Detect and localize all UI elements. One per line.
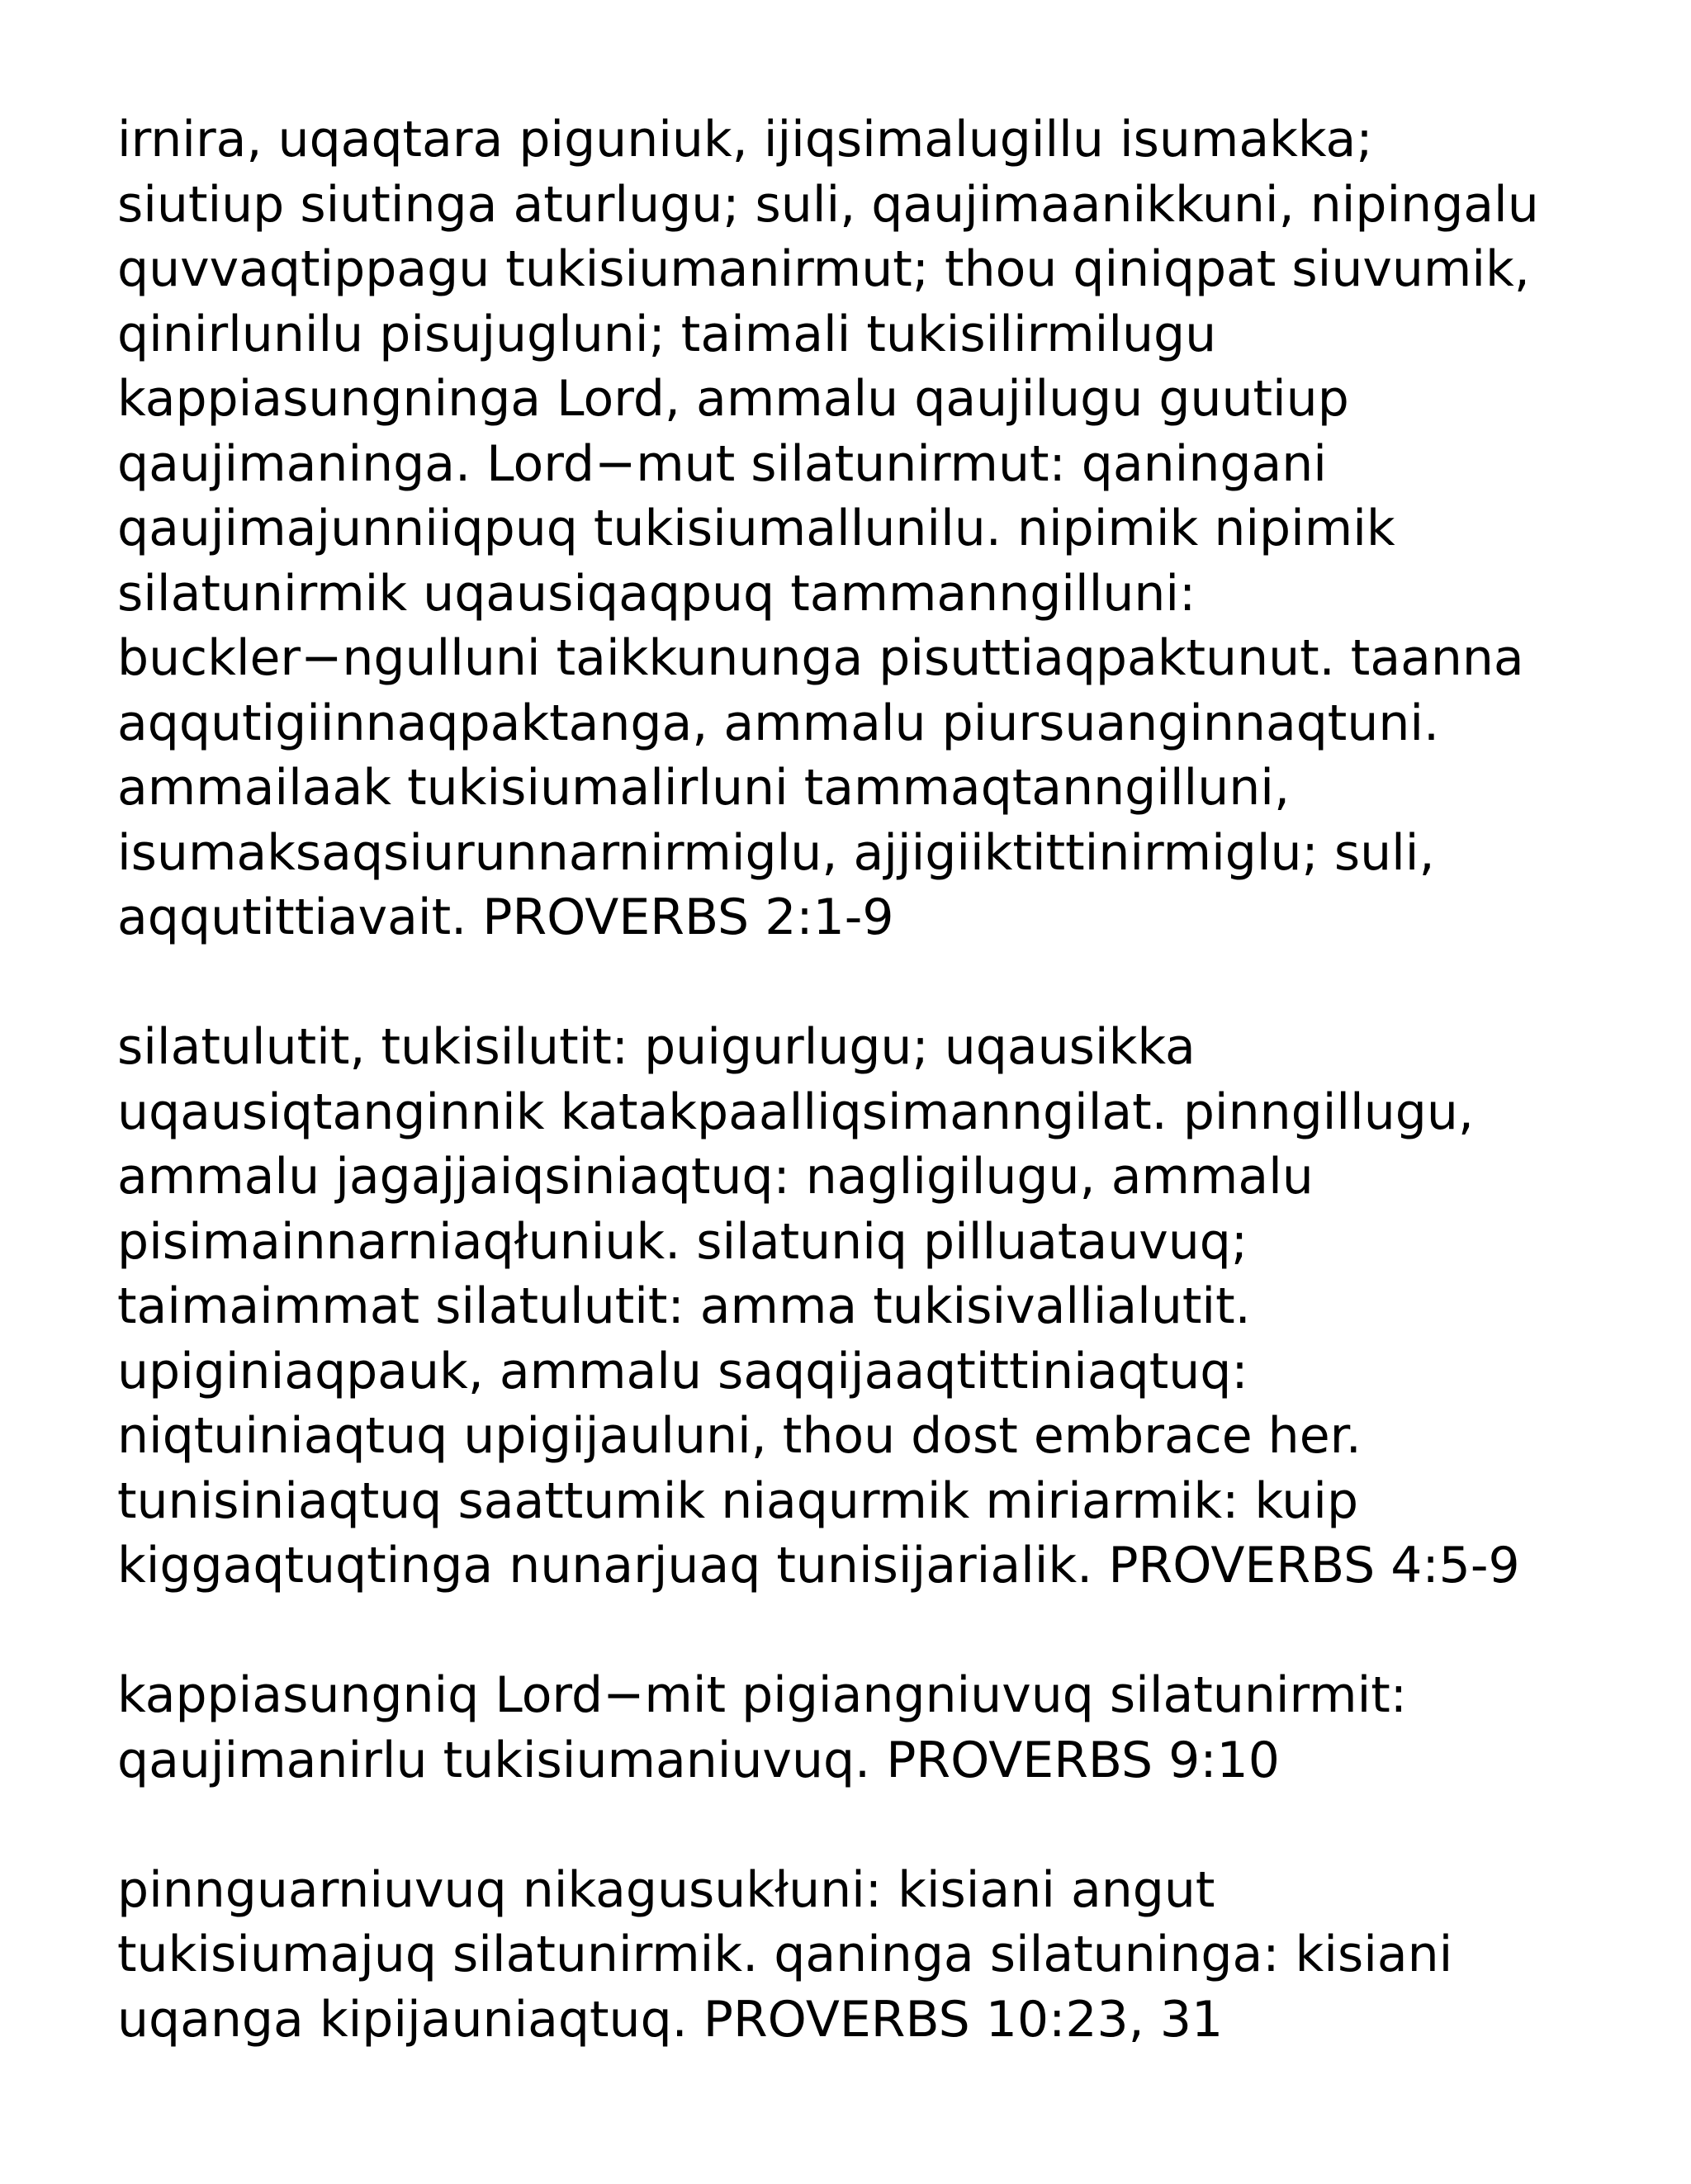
text-line: qaujimanirlu tukisiumaniuvuq. PROVERBS 9:10 bbox=[117, 1731, 1280, 1789]
paragraph bbox=[117, 1015, 1603, 1599]
text-line: upiginiaqpauk, ammalu saqqijaaqtittiniaqtuq: bbox=[117, 1342, 1248, 1400]
text-line: silatulutit, tukisilutit: puigurlugu; uqausikka bbox=[117, 1018, 1196, 1076]
text-line: tukisiumajuq silatunirmik. qaninga silatuninga: kisiani bbox=[117, 1926, 1453, 1983]
text-line: uqausiqtanginnik katakpaalliqsimanngilat. pinngillugu, bbox=[117, 1083, 1474, 1141]
document-page bbox=[117, 107, 1603, 2117]
text-line: qinirlunilu pisujugluni; taimali tukisilirmilugu bbox=[117, 305, 1217, 363]
text-line: kappiasungninga Lord, ammalu qaujilugu guutiup bbox=[117, 370, 1349, 428]
text-line: ammalu jagajjaiqsiniaqtuq: nagligilugu, ammalu bbox=[117, 1148, 1314, 1206]
text-line: siutiup siutinga aturlugu; suli, qaujimaanikkuni, nipingalu bbox=[117, 175, 1539, 234]
text-line: qaujimajunniiqpuq tukisiumallunilu. nipimik nipimik bbox=[117, 500, 1395, 557]
text-line: aqqutigiinnaqpaktanga, ammalu piursuanginnaqtuni. bbox=[117, 694, 1440, 752]
text-line: aqqutittiavait. PROVERBS 2:1-9 bbox=[117, 888, 894, 946]
text-line: tunisiniaqtuq saattumik niaqurmik miriarmik: kuip bbox=[117, 1471, 1359, 1530]
text-line: irnira, uqaqtara piguniuk, ijiqsimalugillu isumakka; bbox=[117, 111, 1373, 168]
text-line: pisimainnarniaqłuniuk. silatuniq pilluatauvuq; bbox=[117, 1212, 1248, 1271]
text-line: ammailaak tukisiumalirluni tammaqtanngilluni, bbox=[117, 759, 1291, 817]
text-line: buckler−ngulluni taikkununga pisuttiaqpaktunut. taanna bbox=[117, 629, 1524, 687]
text-line: isumaksaqsiurunnarnirmiglu, ajjigiiktittinirmiglu; suli, bbox=[117, 823, 1435, 882]
text-line: silatunirmik uqausiqaqpuq tammanngilluni: bbox=[117, 564, 1196, 623]
paragraph bbox=[117, 1858, 1603, 2053]
paragraph bbox=[117, 107, 1603, 950]
text-line: uqanga kipijauniaqtuq. PROVERBS 10:23, 31 bbox=[117, 1990, 1224, 2049]
text-line: kappiasungniq Lord−mit pigiangniuvuq silatunirmit: bbox=[117, 1666, 1407, 1724]
text-line: pinnguarniuvuq nikagusukłuni: kisiani angut bbox=[117, 1860, 1215, 1919]
text-line: qaujimaninga. Lord−mut silatunirmut: qaningani bbox=[117, 434, 1327, 493]
text-line: quvvaqtippagu tukisiumanirmut; thou qiniqpat siuvumik, bbox=[117, 240, 1530, 298]
paragraph bbox=[117, 1663, 1603, 1793]
text-line: kiggaqtuqtinga nunarjuaq tunisijarialik. PROVERBS 4:5-9 bbox=[117, 1537, 1520, 1594]
text-line: niqtuiniaqtuq upigijauluni, thou dost embrace her. bbox=[117, 1407, 1362, 1465]
text-line: taimaimmat silatulutit: amma tukisivallialutit. bbox=[117, 1277, 1251, 1335]
